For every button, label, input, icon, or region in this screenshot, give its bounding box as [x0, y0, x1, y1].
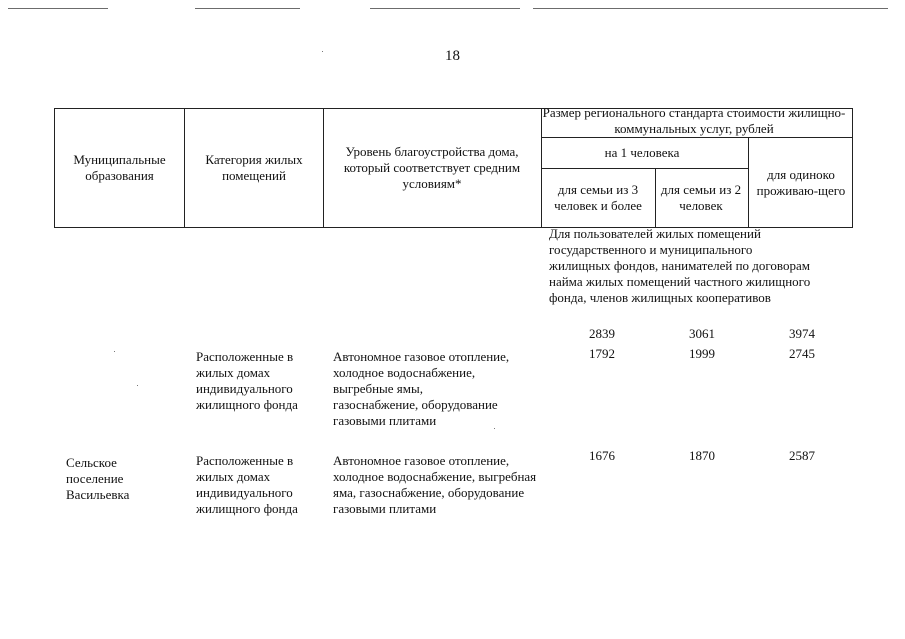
row-category: Расположенные в жилых домах индивидуального жилищного фонда: [196, 453, 298, 516]
scan-edge-line: [533, 8, 888, 9]
header-family2: для семьи из 2 человек: [660, 182, 742, 213]
header-per-person: на 1 человека: [604, 145, 680, 160]
header-category: Категория жилых помещений: [205, 152, 303, 183]
row-value-family3: 1792: [589, 346, 615, 361]
summary-value-single: 3974: [789, 326, 815, 341]
scan-speck: [114, 351, 115, 352]
header-standard-size: Размер регионального стандарта стоимости жилищно-коммунальных услуг, рублей: [542, 105, 846, 136]
row-value-single: 2745: [789, 346, 815, 361]
scan-edge-line: [8, 8, 108, 9]
scan-edge-line: [195, 8, 300, 9]
scan-speck: [137, 385, 138, 386]
header-municipality: Муниципальные образования: [73, 152, 166, 183]
rule-right: [852, 108, 853, 228]
row-value-family3: 1676: [589, 448, 615, 463]
row-category: Расположенные в жилых домах индивидуального жилищного фонда: [196, 349, 298, 412]
row-value-single: 2587: [789, 448, 815, 463]
row-value-family2: 1999: [689, 346, 715, 361]
header-level: Уровень благоустройства дома, который соответствует средним условиям*: [343, 144, 521, 191]
row-municipality: Сельское поселение Васильевка: [66, 455, 130, 502]
page-number: 18: [445, 48, 460, 64]
scan-speck: [494, 428, 495, 429]
row-level: Автономное газовое отопление, холодное водоснабжение, выгребные ямы, газоснабжение, оборудование газовыми плитами: [333, 349, 510, 428]
rule-col2: [323, 108, 324, 228]
header-family3: для семьи из 3 человек и более: [554, 182, 642, 213]
row-value-family2: 1870: [689, 448, 715, 463]
header-single: для одиноко проживаю-щего: [756, 166, 846, 198]
row-level: Автономное газовое отопление, холодное водоснабжение, выгребная яма, газоснабжение, оборудование газовыми плитами: [333, 453, 537, 516]
rule-col1: [184, 108, 185, 228]
rule-col5: [748, 137, 749, 228]
summary-value-family2: 3061: [689, 326, 715, 341]
scan-edge-line: [370, 8, 520, 9]
users-note: Для пользователей жилых помещений государственного и муниципального жилищных фондов, нанимателей по договорам найма жилых помещений частного жилищного фонда, членов жилищных кооперативов: [549, 226, 811, 305]
summary-value-family3: 2839: [589, 326, 615, 341]
scan-speck: [322, 51, 323, 52]
rule-left: [54, 108, 55, 228]
